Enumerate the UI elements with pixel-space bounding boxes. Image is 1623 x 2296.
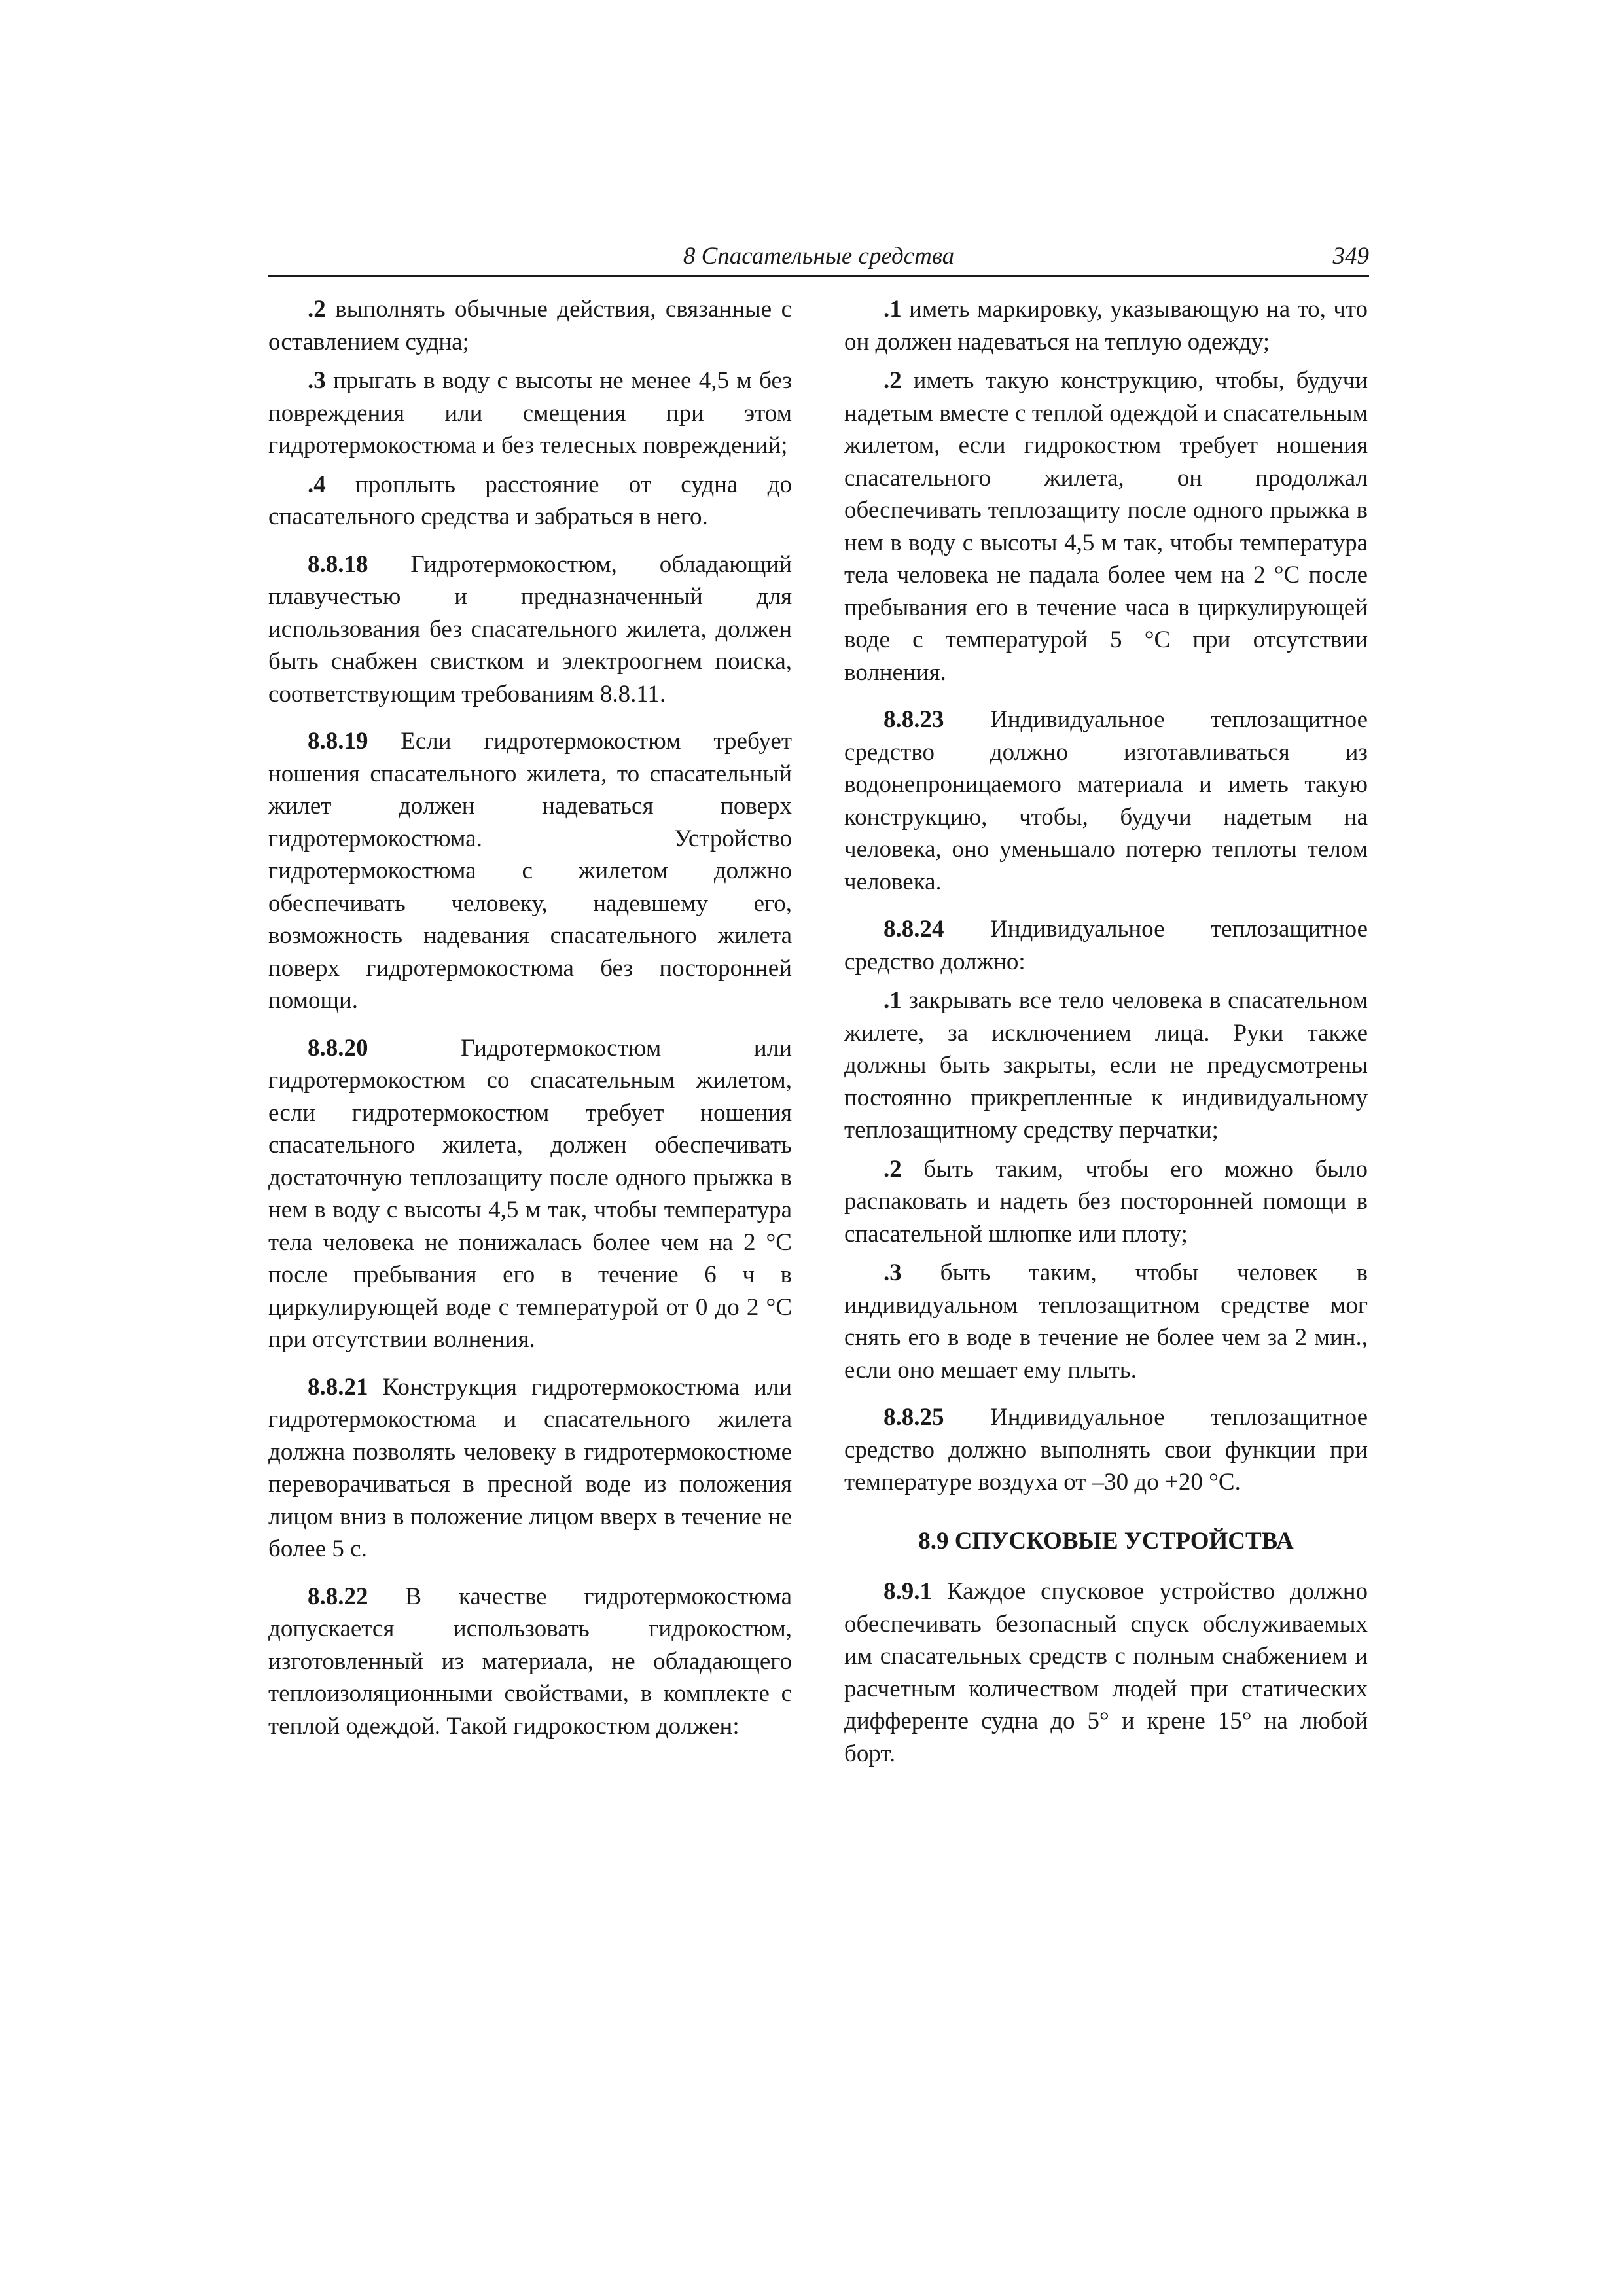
running-header (268, 241, 1369, 277)
list-item (268, 469, 792, 533)
clause-number: 8.8.24 (883, 916, 944, 942)
list-item (844, 365, 1368, 689)
item-number: .2 (308, 296, 326, 323)
item-text: иметь такую конструкцию, чтобы, будучи надетым вместе с теплой одеждой и спасательным жилетом, если гидрокостюм требует ношения спасательного жилета, он продолжал обеспечивать теплозащиту после одного прыжка в нем в воду с высоты 4,5 м так, чтобы температура тела человека не падала более чем на 2 °С после пребывания его в течение часа в циркулирующей воде с температурой 5 °С при отсутствии волнения. (844, 367, 1368, 686)
paragraph (268, 1032, 792, 1356)
paragraph-text: Гидротермокостюм, обладающий плавучестью и предназначенный для использования без спасательного жилета, должен быть снабжен свистком и электроогнем поиска, соответствующим требованиям 8.8.11. (268, 550, 793, 708)
clause-number: 8.8.23 (883, 706, 944, 733)
item-number: .3 (883, 1259, 902, 1286)
clause-number: 8.8.18 (308, 550, 368, 578)
paragraph-text: Конструкция гидротермокостюма или гидротермокостюма и спасательного жилета должна позволять человеку в гидротермокостюме переворачиваться в пресной воде из положения лицом вниз в положение лицом вверх в течение не более 5 с. (268, 1373, 793, 1562)
right-column (844, 293, 1368, 1785)
paragraph (844, 1575, 1368, 1770)
clause-number: 8.8.20 (308, 1034, 368, 1062)
item-number: .3 (308, 367, 326, 394)
paragraph-text: Индивидуальное теплозащитное средство должно изготавливаться из водонепроницаемого материала и иметь такую конструкцию, чтобы, будучи надетым на человека, оно уменьшало потерю теплоты телом человека. (844, 706, 1368, 895)
page-number: 349 (1332, 243, 1369, 270)
list-item (844, 293, 1368, 358)
item-text: проплыть расстояние от судна до спасательного средства и забраться в него. (268, 471, 792, 530)
paragraph (844, 1401, 1368, 1499)
chapter-title: 8 Спасательные средства (683, 243, 955, 270)
clause-number: 8.8.19 (308, 728, 368, 755)
item-text: быть таким, чтобы человек в индивидуальном теплозащитном средстве мог снять его в воде в течение не более чем за 2 мин., если оно мешает ему плыть. (844, 1259, 1368, 1384)
item-text: быть таким, чтобы его можно было распаковать и надеть без посторонней помощи в спасательной шлюпке или плоту; (844, 1155, 1368, 1247)
item-number: .4 (308, 471, 326, 498)
item-number: .2 (883, 367, 902, 394)
item-text: закрывать все тело человека в спасательном жилете, за исключением лица. Руки также должны быть закрыты, если не предусмотрены постоянно прикрепленные к индивидуальному теплозащитному средству перчатки; (844, 987, 1368, 1143)
clause-number: 8.9.1 (883, 1578, 932, 1605)
clause-number: 8.8.25 (883, 1404, 944, 1431)
item-number: .2 (883, 1155, 902, 1183)
item-text: иметь маркировку, указывающую на то, что он должен надеваться на теплую одежду; (844, 296, 1368, 355)
paragraph-text: Если гидротермокостюм требует ношения спасательного жилета, то спасательный жилет должен надеваться поверх гидротермокостюма. Устройство гидротермокостюма с жилетом должно обеспечивать человеку, надевшему его, возможность надевания спасательного жилета поверх гидротермокостюма без посторонней помощи. (268, 728, 792, 1014)
item-text: прыгать в воду с высоты не менее 4,5 м без повреждения или смещения при этом гидротермокостюма и без телесных повреждений; (268, 367, 793, 459)
list-item (268, 365, 792, 462)
paragraph-text: Гидротермокостюм или гидротермокостюм со спасательным жилетом, если гидротермокостюм требует ношения спасательного жилета, должен обеспечивать достаточную теплозащиту после одного прыжка в нем в воду с высоты 4,5 м так, чтобы температура тела человека не понижалась более чем на 2 °С после пребывания его в течение 6 ч в циркулирующей воде с температурой от 0 до 2 °С при отсутствии волнения. (268, 1034, 792, 1353)
paragraph (268, 1581, 792, 1743)
list-item (844, 984, 1368, 1147)
clause-number: 8.8.22 (308, 1583, 368, 1610)
paragraph-text: Индивидуальное теплозащитное средство должно: (844, 916, 1368, 975)
paragraph (268, 1371, 792, 1566)
paragraph (268, 548, 792, 711)
paragraph (268, 725, 792, 1017)
item-number: .1 (883, 296, 902, 323)
paragraph (844, 704, 1368, 898)
paragraph-text: В качестве гидротермокостюма допускается использовать гидрокостюм, изготовленный из материала, не обладающего теплоизоляционными свойствами, в комплекте с теплой одеждой. Такой гидрокостюм должен: (268, 1583, 792, 1740)
paragraph (844, 913, 1368, 978)
list-item (844, 1153, 1368, 1251)
item-number: .1 (883, 987, 902, 1014)
paragraph-text: Каждое спусковое устройство должно обеспечивать безопасный спуск обслуживаемых им спасательных средств с полным снабжением и расчетным количеством людей при статических дифференте судна до 5° и крене 15° на любой борт. (844, 1578, 1368, 1767)
item-text: выполнять обычные действия, связанные с оставлением судна; (268, 296, 792, 355)
left-column (268, 293, 792, 1757)
paragraph-text: Индивидуальное теплозащитное средство должно выполнять свои функции при температуре воздуха от –30 до +20 °С. (844, 1404, 1368, 1496)
list-item (268, 293, 792, 358)
clause-number: 8.8.21 (308, 1373, 368, 1401)
section-heading: 8.9 СПУСКОВЫЕ УСТРОЙСТВА (918, 1527, 1294, 1554)
list-item (844, 1257, 1368, 1386)
